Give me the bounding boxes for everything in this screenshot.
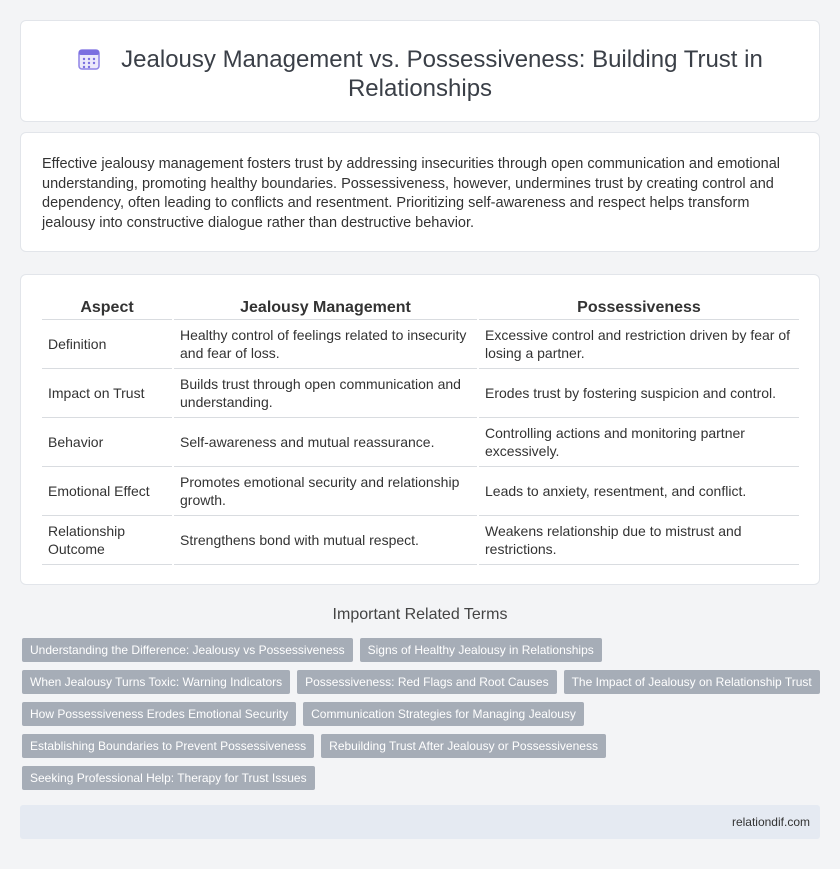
intro-text: Effective jealousy management fosters trust by addressing insecurities through open communication and emotional understanding, promoting healthy boundaries. Possessiveness, however, undermines trust by creating control and dependency, often leading to conflicts and resentment. Prioritizing self-awareness and respect helps transform jealousy into constructive dialogue rather than destructive behavior.	[42, 156, 781, 231]
tag-row	[22, 670, 822, 702]
tag-row	[22, 638, 822, 670]
cell-jealousy-management: Promotes emotional security and relationship growth.	[173, 466, 478, 515]
title-card	[20, 20, 820, 122]
cell-possessiveness: Weakens relationship due to mistrust and restrictions.	[478, 515, 799, 564]
page-title-wrap	[21, 45, 819, 103]
header-jealousy-management: Jealousy Management	[173, 297, 478, 319]
table-row	[42, 368, 799, 417]
comparison-table-card	[20, 274, 820, 585]
related-term-tag[interactable]: Seeking Professional Help: Therapy for Trust Issues	[22, 766, 315, 790]
cell-aspect: Emotional Effect	[42, 466, 173, 515]
cell-aspect: Definition	[42, 319, 173, 368]
table-header-row	[42, 297, 799, 319]
related-term-tag[interactable]: When Jealousy Turns Toxic: Warning Indicators	[22, 670, 290, 694]
related-term-tag[interactable]: Establishing Boundaries to Prevent Possessiveness	[22, 734, 314, 758]
related-terms-list	[22, 638, 822, 798]
related-term-tag[interactable]: Signs of Healthy Jealousy in Relationships	[360, 638, 602, 662]
table-row	[42, 466, 799, 515]
table-row	[42, 417, 799, 466]
tag-row	[22, 766, 822, 798]
header-aspect: Aspect	[42, 297, 173, 319]
cell-possessiveness: Leads to anxiety, resentment, and conflict.	[478, 466, 799, 515]
cell-jealousy-management: Builds trust through open communication and understanding.	[173, 368, 478, 417]
cell-jealousy-management: Healthy control of feelings related to insecurity and fear of loss.	[173, 319, 478, 368]
cell-possessiveness: Controlling actions and monitoring partner excessively.	[478, 417, 799, 466]
cell-jealousy-management: Self-awareness and mutual reassurance.	[173, 417, 478, 466]
cell-possessiveness: Erodes trust by fostering suspicion and control.	[478, 368, 799, 417]
page-title: Jealousy Management vs. Possessiveness: Building Trust in Relationships	[121, 46, 763, 102]
intro-card	[20, 132, 820, 252]
header-possessiveness: Possessiveness	[478, 297, 799, 319]
related-term-tag[interactable]: Possessiveness: Red Flags and Root Causes	[297, 670, 556, 694]
table-row	[42, 515, 799, 564]
footer-site-link[interactable]: relationdif.com	[731, 815, 810, 829]
comparison-table	[42, 297, 799, 565]
related-term-tag[interactable]: Understanding the Difference: Jealousy vs Possessiveness	[22, 638, 353, 662]
related-term-tag[interactable]: Rebuilding Trust After Jealousy or Possessiveness	[321, 734, 606, 758]
cell-possessiveness: Excessive control and restriction driven by fear of losing a partner.	[478, 319, 799, 368]
calendar-icon	[77, 47, 101, 71]
cell-aspect: Behavior	[42, 417, 173, 466]
related-terms-heading: Important Related Terms	[332, 606, 508, 623]
cell-jealousy-management: Strengthens bond with mutual respect.	[173, 515, 478, 564]
related-term-tag[interactable]: Communication Strategies for Managing Jealousy	[303, 702, 584, 726]
cell-aspect: Impact on Trust	[42, 368, 173, 417]
tag-row	[22, 702, 822, 734]
related-term-tag[interactable]: The Impact of Jealousy on Relationship Trust	[564, 670, 820, 694]
related-term-tag[interactable]: How Possessiveness Erodes Emotional Security	[22, 702, 296, 726]
footer	[20, 805, 820, 839]
table-row	[42, 319, 799, 368]
cell-aspect: Relationship Outcome	[42, 515, 173, 564]
tag-row	[22, 734, 822, 766]
